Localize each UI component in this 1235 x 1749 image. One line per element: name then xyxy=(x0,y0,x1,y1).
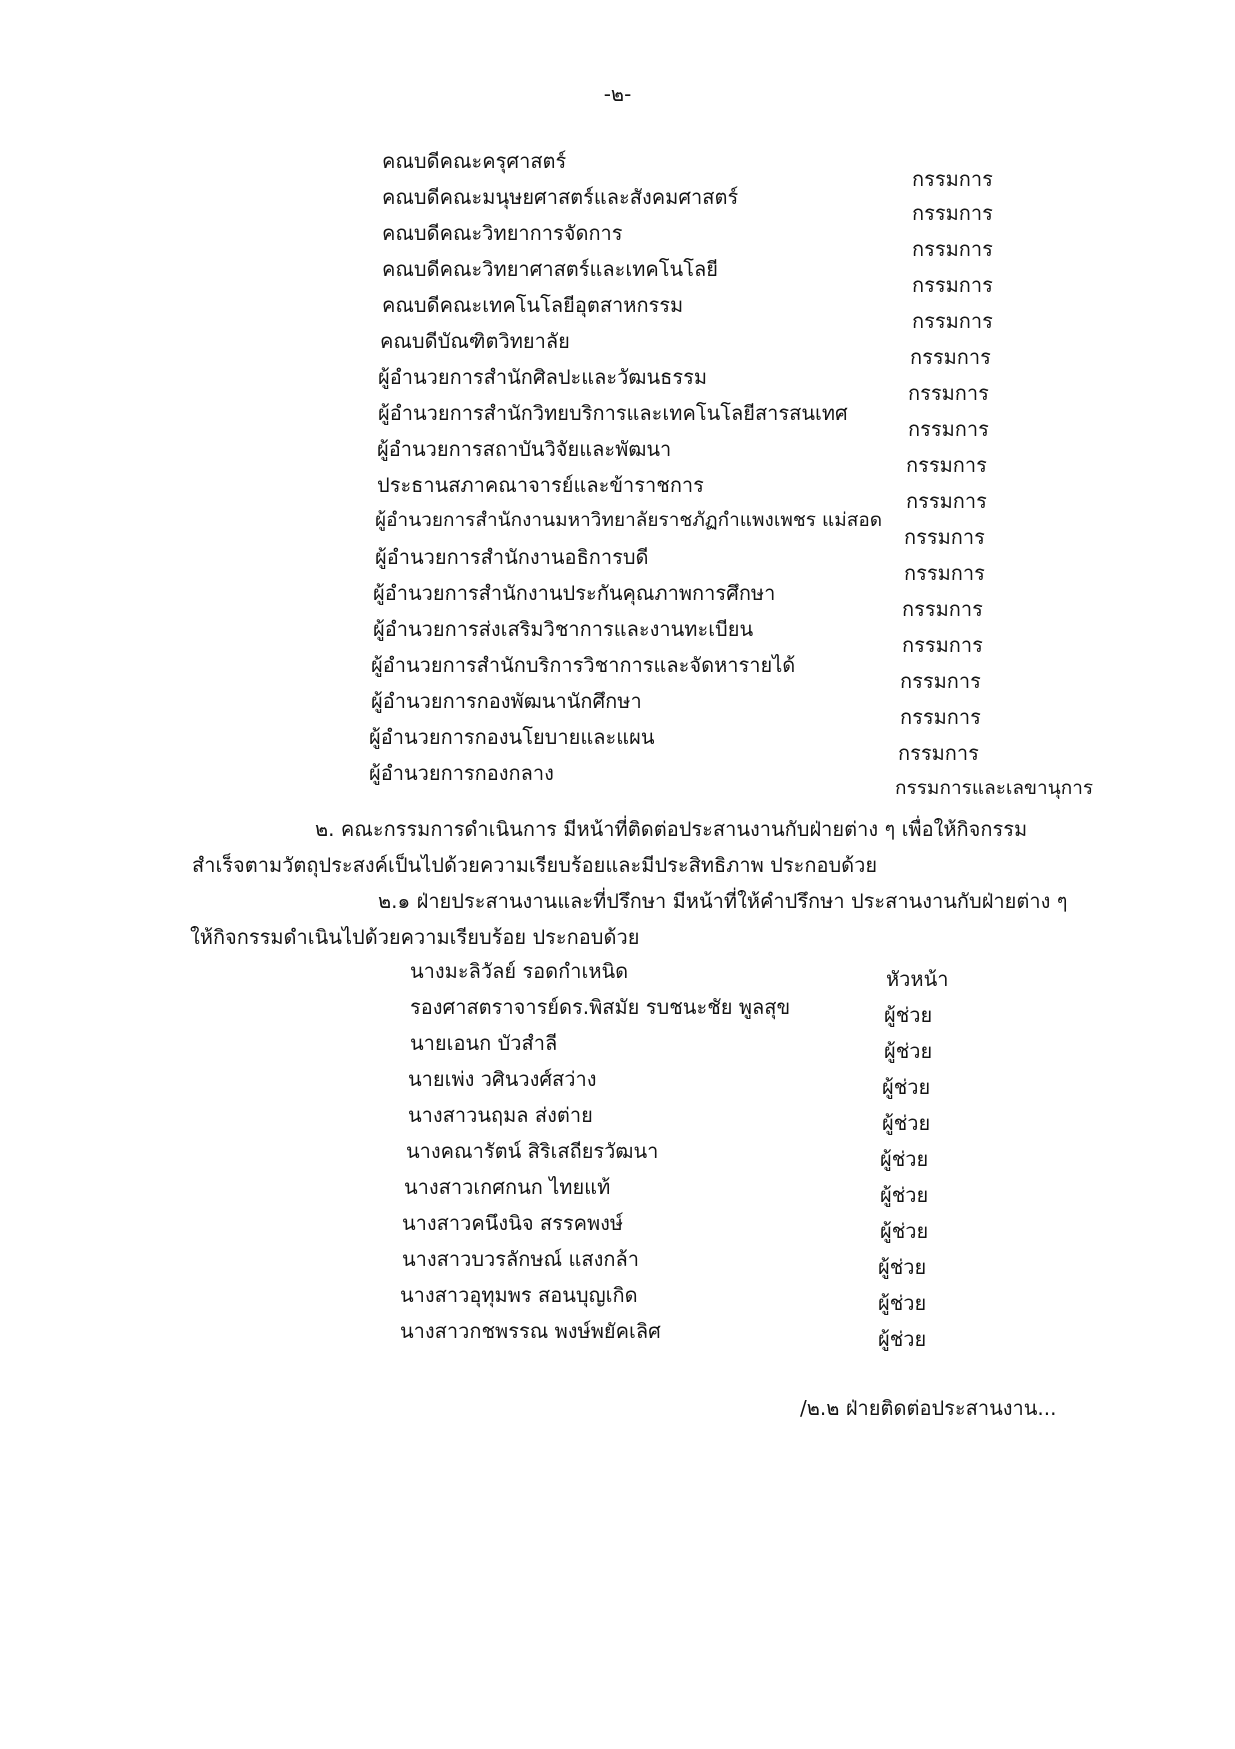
member-role: กรรมการ xyxy=(902,633,983,657)
section-2-1-heading: ๒.๑ ฝ่ายประสานงานและที่ปรึกษา มีหน้าที่ให้คำปรึกษา ประสานงานกับฝ่ายต่าง ๆ xyxy=(378,889,1068,913)
member-position: ผู้อำนวยการสำนักศิลปะและวัฒนธรรม xyxy=(378,365,708,389)
section-2-text: สำเร็จตามวัตถุประสงค์เป็นไปด้วยความเรียบร้อยและมีประสิทธิภาพ ประกอบด้วย xyxy=(192,853,878,877)
member-role: กรรมการ xyxy=(908,381,989,405)
advisor-name: นายเอนก บัวสำลี xyxy=(410,1031,558,1055)
section-2-heading: ๒. คณะกรรมการดำเนินการ มีหน้าที่ติดต่อประสานงานกับฝ่ายต่าง ๆ เพื่อให้กิจกรรม xyxy=(315,817,1028,841)
member-position: คณบดีคณะวิทยาการจัดการ xyxy=(382,221,623,245)
member-role: กรรมการ xyxy=(898,741,979,765)
advisor-role: ผู้ช่วย xyxy=(884,1039,933,1063)
member-position: ผู้อำนวยการสำนักงานประกันคุณภาพการศึกษา xyxy=(373,581,776,605)
advisor-role: ผู้ช่วย xyxy=(880,1147,929,1171)
advisor-role: ผู้ช่วย xyxy=(884,1003,933,1027)
member-position: ผู้อำนวยการส่งเสริมวิชาการและงานทะเบียน xyxy=(373,617,754,641)
member-role: กรรมการ xyxy=(904,561,985,585)
member-role: กรรมการ xyxy=(900,705,981,729)
advisor-name: นางคณารัตน์ สิริเสถียรวัฒนา xyxy=(406,1139,659,1163)
member-role: กรรมการ xyxy=(904,525,985,549)
member-position: ผู้อำนวยการกองพัฒนานักศึกษา xyxy=(371,689,642,713)
member-position: ผู้อำนวยการสำนักวิทยบริการและเทคโนโลยีสารสนเทศ xyxy=(378,401,848,425)
member-position: คณบดีคณะครุศาสตร์ xyxy=(382,149,567,173)
advisor-name: นางสาวนฤมล ส่งต่าย xyxy=(408,1103,593,1127)
continuation-note: /๒.๒ ฝ่ายติดต่อประสานงาน... xyxy=(800,1396,1057,1420)
member-role: กรรมการและเลขานุการ xyxy=(895,777,1094,799)
advisor-name: รองศาสตราจารย์ดร.พิสมัย รบชนะชัย พูลสุข xyxy=(410,995,791,1019)
advisor-role: หัวหน้า xyxy=(886,967,949,991)
advisor-role: ผู้ช่วย xyxy=(882,1111,931,1135)
advisor-role: ผู้ช่วย xyxy=(882,1075,931,1099)
advisor-name: นางสาวกชพรรณ พงษ์พยัคเลิศ xyxy=(400,1319,661,1343)
advisor-name: นางสาวบวรลักษณ์ แสงกล้า xyxy=(402,1247,639,1271)
member-role: กรรมการ xyxy=(910,345,991,369)
advisor-name: นางสาวอุทุมพร สอนบุญเกิด xyxy=(400,1283,638,1307)
advisor-name: นางสาวคนึงนิจ สรรคพงษ์ xyxy=(402,1211,624,1235)
member-role: กรรมการ xyxy=(906,489,987,513)
member-role: กรรมการ xyxy=(912,273,993,297)
member-position: ผู้อำนวยการสำนักบริการวิชาการและจัดหารายได้ xyxy=(371,653,796,677)
member-position: คณบดีคณะมนุษยศาสตร์และสังคมศาสตร์ xyxy=(382,185,739,209)
member-position: คณบดีบัณฑิตวิทยาลัย xyxy=(380,329,570,353)
member-role: กรรมการ xyxy=(912,237,993,261)
advisor-role: ผู้ช่วย xyxy=(880,1219,929,1243)
member-position: ผู้อำนวยการกองนโยบายและแผน xyxy=(369,725,655,749)
member-role: กรรมการ xyxy=(912,201,993,225)
member-position: ประธานสภาคณาจารย์และข้าราชการ xyxy=(377,473,704,497)
advisor-role: ผู้ช่วย xyxy=(878,1327,927,1351)
member-role: กรรมการ xyxy=(908,417,989,441)
member-role: กรรมการ xyxy=(912,309,993,333)
member-position: ผู้อำนวยการสำนักงานมหาวิทยาลัยราชภัฏกำแพงเพชร แม่สอด xyxy=(375,509,883,531)
member-role: กรรมการ xyxy=(906,453,987,477)
member-role: กรรมการ xyxy=(902,597,983,621)
member-position: ผู้อำนวยการสำนักงานอธิการบดี xyxy=(375,545,649,569)
member-role: กรรมการ xyxy=(912,167,993,191)
member-role: กรรมการ xyxy=(900,669,981,693)
section-2-1-text: ให้กิจกรรมดำเนินไปด้วยความเรียบร้อย ประกอบด้วย xyxy=(190,925,640,949)
advisor-name: นายเพ่ง วศินวงศ์สว่าง xyxy=(408,1067,597,1091)
advisor-name: นางสาวเกศกนก ไทยแท้ xyxy=(404,1175,611,1199)
advisor-role: ผู้ช่วย xyxy=(880,1183,929,1207)
member-position: คณบดีคณะเทคโนโลยีอุตสาหกรรม xyxy=(382,293,684,317)
member-position: คณบดีคณะวิทยาศาสตร์และเทคโนโลยี xyxy=(382,257,718,281)
advisor-name: นางมะลิวัลย์ รอดกำเหนิด xyxy=(410,959,629,983)
member-position: ผู้อำนวยการกองกลาง xyxy=(369,761,554,785)
member-position: ผู้อำนวยการสถาบันวิจัยและพัฒนา xyxy=(377,437,672,461)
advisor-role: ผู้ช่วย xyxy=(878,1255,927,1279)
advisor-role: ผู้ช่วย xyxy=(878,1291,927,1315)
page-number: -๒- xyxy=(603,82,632,106)
